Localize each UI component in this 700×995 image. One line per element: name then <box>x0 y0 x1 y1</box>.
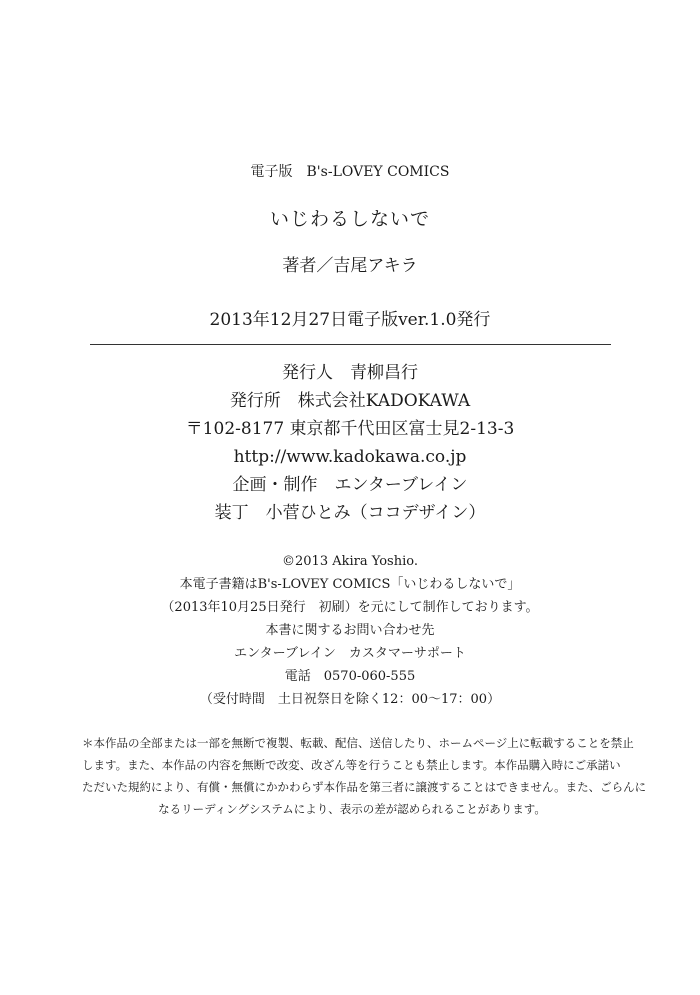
notice-line: ただいた規約により、有償・無償にかかわらず本作品を第三者に譲渡することはできません。また、ごらんに <box>82 780 647 794</box>
release-date: 2013年12月27日電子版ver.1.0発行 <box>209 310 491 330</box>
planning-credit: 企画・制作 エンターブレイン <box>232 475 468 495</box>
source-line-1: 本電子書籍はB's-LOVEY COMICS「いじわるしないで」 <box>179 577 521 592</box>
author-credit: 著者／吉尾アキラ <box>282 256 418 276</box>
support-hours: （受付時間 土日祝祭日を除く12：00〜17：00） <box>199 692 501 707</box>
publisher-address: 〒102-8177 東京都千代田区富士見2-13-3 <box>185 419 515 439</box>
source-line-2: （2013年10月25日発行 初刷）を元にして制作しております。 <box>161 600 539 615</box>
notice-line: ＊本作品の全部または一部を無断で複製、転載、配信、送信したり、ホームページ上に転載することを禁止 <box>82 736 634 750</box>
series-label: 電子版 B's-LOVEY COMICS <box>250 164 450 180</box>
publisher-person: 発行人 青柳昌行 <box>282 363 418 383</box>
support-name: エンターブレイン カスタマーサポート <box>234 646 466 661</box>
book-title: いじわるしないで <box>269 208 430 230</box>
copyright-line: ©2013 Akira Yoshio. <box>282 554 418 569</box>
contact-heading: 本書に関するお問い合わせ先 <box>265 623 435 638</box>
publisher-company: 発行所 株式会社KADOKAWA <box>229 391 471 411</box>
notice-line: なるリーディングシステムにより、表示の差が認められることがあります。 <box>158 802 546 816</box>
design-credit: 装丁 小菅ひとみ（ココデザイン） <box>214 503 486 523</box>
notice-line: します。また、本作品の内容を無断で改変、改ざん等を行うことも禁止します。本作品購入時にご承諾い <box>82 758 621 772</box>
copyright-notice <box>82 732 647 820</box>
divider-rule <box>90 344 611 345</box>
publisher-url: http://www.kadokawa.co.jp <box>233 447 467 467</box>
support-phone: 電話 0570-060-555 <box>284 669 416 684</box>
